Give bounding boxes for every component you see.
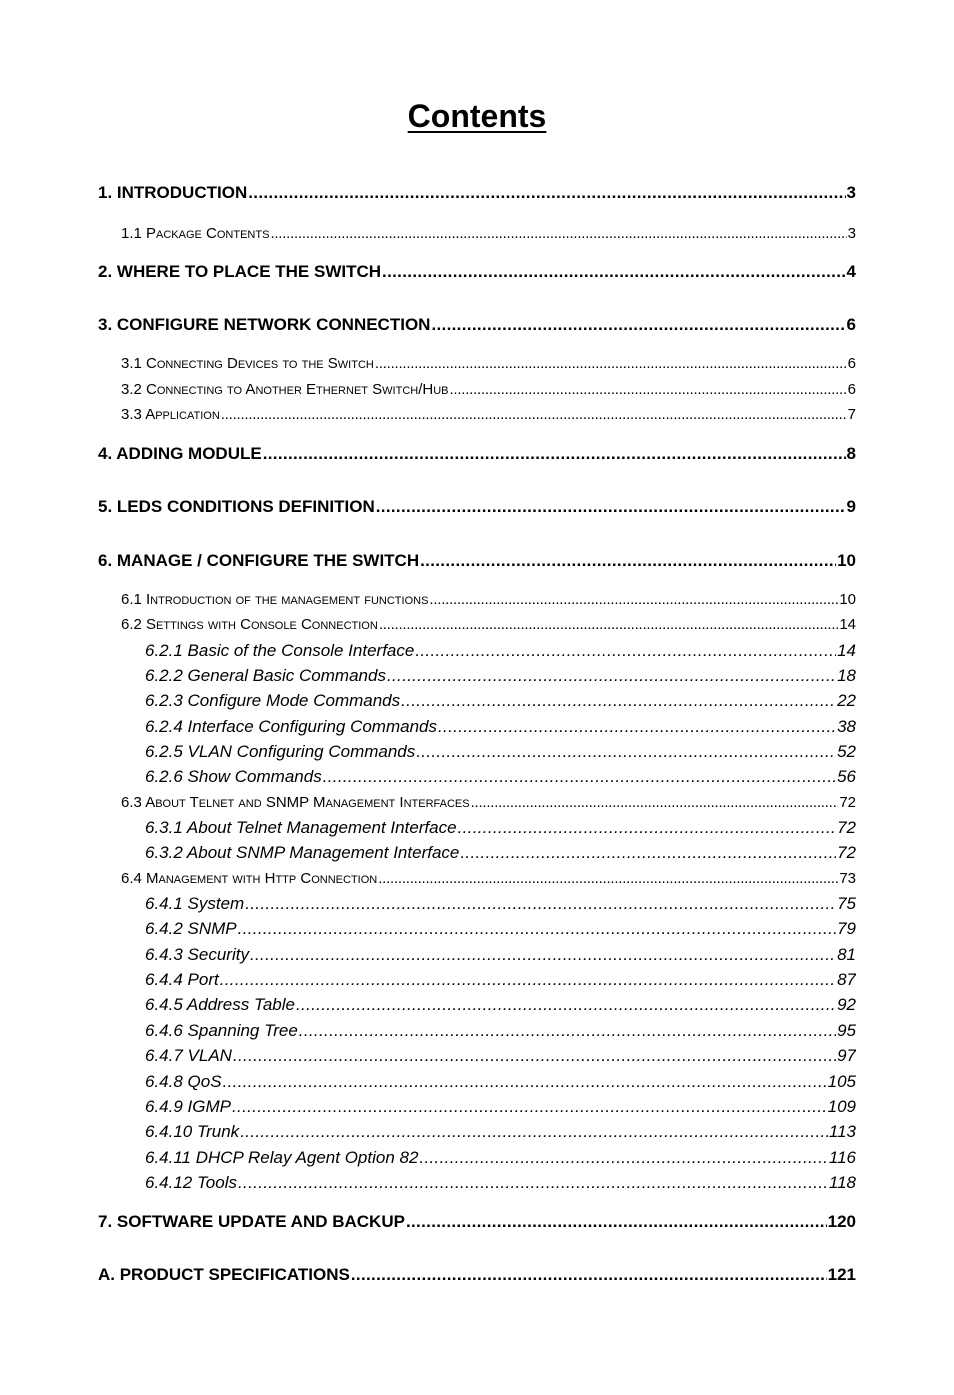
toc-entry-page-number: 75	[837, 894, 856, 913]
toc-entry-label: 6.2 Settings with Console Connection	[121, 616, 378, 633]
dot-leader	[245, 892, 836, 916]
toc-entry-label: 7. SOFTWARE UPDATE AND BACKUP	[98, 1212, 405, 1231]
toc-entry-page-number: 3	[847, 225, 856, 242]
toc-entry-label: 6.4.6 Spanning Tree	[145, 1021, 298, 1040]
toc-entry[interactable]	[145, 943, 856, 967]
toc-entry-page-number: 22	[837, 691, 856, 710]
dot-leader	[238, 917, 836, 941]
toc-entry[interactable]	[145, 1146, 856, 1170]
dot-leader	[401, 689, 836, 713]
dot-leader	[379, 613, 839, 637]
toc-entry[interactable]	[145, 765, 856, 789]
toc-entry-page-number: 118	[828, 1173, 856, 1192]
toc-entry-label: 6.2.5 VLAN Configuring Commands	[145, 742, 416, 761]
toc-entry[interactable]	[98, 1263, 856, 1287]
toc-entry-label: 6.4.9 IGMP	[145, 1097, 231, 1116]
dot-leader	[270, 222, 846, 246]
toc-entry-page-number: 56	[837, 767, 856, 786]
toc-entry-label: 6.4.10 Trunk	[145, 1122, 240, 1141]
toc-entry-page-number: 113	[828, 1122, 856, 1141]
toc-entry-label: 6.3.1 About Telnet Management Interface	[145, 818, 457, 837]
toc-entry-label: 2. WHERE TO PLACE THE SWITCH	[98, 262, 382, 281]
toc-entry[interactable]	[121, 352, 856, 376]
toc-entry[interactable]	[145, 1070, 856, 1094]
toc-entry-page-number: 6	[846, 315, 856, 334]
toc-entry[interactable]	[121, 867, 856, 891]
toc-entry[interactable]	[145, 1120, 856, 1144]
dot-leader	[323, 765, 836, 789]
toc-entry[interactable]	[145, 841, 856, 865]
toc-entry-page-number: 9	[846, 497, 856, 516]
toc-entry-page-number: 8	[846, 444, 856, 463]
toc-entry[interactable]	[145, 1044, 856, 1068]
toc-entry[interactable]	[145, 968, 856, 992]
toc-entry[interactable]	[98, 495, 856, 519]
toc-entry-label: 6.2.6 Show Commands	[145, 767, 322, 786]
dot-leader	[471, 791, 839, 815]
toc-entry[interactable]	[145, 1095, 856, 1119]
toc-entry-label: 6.3.2 About SNMP Management Interface	[145, 843, 460, 862]
toc-entry-page-number: 7	[847, 406, 856, 423]
toc-entry[interactable]	[98, 1210, 856, 1234]
toc-entry-page-number: 10	[839, 591, 856, 608]
toc-entry[interactable]	[145, 664, 856, 688]
toc-entry[interactable]	[98, 181, 856, 205]
dot-leader	[232, 1095, 827, 1119]
toc-entry-label: 6.2.2 General Basic Commands	[145, 666, 386, 685]
toc-entry-label: 6. MANAGE / CONFIGURE THE SWITCH	[98, 551, 420, 570]
toc-entry-page-number: 73	[839, 870, 856, 887]
toc-entry-label: 6.2.1 Basic of the Console Interface	[145, 641, 415, 660]
toc-entry-label: 6.4.8 QoS	[145, 1072, 222, 1091]
toc-entry-page-number: 14	[837, 641, 856, 660]
toc-entry-label: 1.1 Package Contents	[121, 225, 270, 242]
dot-leader	[376, 495, 846, 519]
dot-leader	[382, 260, 845, 284]
toc-entry-page-number: 120	[827, 1212, 856, 1231]
toc-entry-page-number: 87	[837, 970, 856, 989]
toc-entry-page-number: 14	[839, 616, 856, 633]
toc-entry-page-number: 109	[827, 1097, 856, 1116]
toc-entry-label: 3.2 Connecting to Another Ethernet Switch/Hub	[121, 381, 449, 398]
toc-entry-page-number: 81	[837, 945, 856, 964]
dot-leader	[415, 639, 836, 663]
toc-entry-label: 5. LEDS CONDITIONS DEFINITION	[98, 497, 375, 516]
toc-entry-label: 6.2.3 Configure Mode Commands	[145, 691, 401, 710]
dot-leader	[387, 664, 836, 688]
toc-entry[interactable]	[98, 260, 856, 284]
toc-entry-page-number: 121	[827, 1265, 856, 1284]
dot-leader	[248, 181, 845, 205]
dot-leader	[458, 816, 837, 840]
toc-entry-label: 4. ADDING MODULE	[98, 444, 262, 463]
toc-entry-page-number: 72	[839, 794, 856, 811]
dot-leader	[223, 1070, 827, 1094]
dot-leader	[250, 943, 836, 967]
page-title: Contents	[407, 98, 547, 134]
toc-entry[interactable]	[145, 740, 856, 764]
toc-entry-label: 6.4 Management with Http Connection	[121, 870, 378, 887]
dot-leader	[438, 715, 836, 739]
dot-leader	[351, 1263, 827, 1287]
toc-entry-page-number: 97	[837, 1046, 856, 1065]
toc-entry[interactable]	[145, 892, 856, 916]
toc-entry-label: 6.4.11 DHCP Relay Agent Option 82	[145, 1148, 419, 1167]
toc-entry[interactable]	[121, 613, 856, 637]
dot-leader	[233, 1044, 836, 1068]
toc-entry[interactable]	[145, 1171, 856, 1195]
dot-leader	[460, 841, 836, 865]
toc-entry-label: 3.3 Application	[121, 406, 220, 423]
toc-entry-page-number: 3	[846, 183, 856, 202]
dot-leader	[429, 588, 838, 612]
toc-entry-page-number: 105	[827, 1072, 856, 1091]
dot-leader	[420, 549, 836, 573]
toc-entry-label: 6.4.3 Security	[145, 945, 249, 964]
toc-entry-label: 6.4.1 System	[145, 894, 245, 913]
toc-entry-label: 6.4.7 VLAN	[145, 1046, 232, 1065]
toc-entry-page-number: 79	[837, 919, 856, 938]
dot-leader	[406, 1210, 827, 1234]
toc-entry-page-number: 92	[837, 995, 856, 1014]
toc-entry-label: 6.1 Introduction of the management functions	[121, 591, 429, 608]
toc-entry[interactable]	[145, 1019, 856, 1043]
dot-leader	[221, 403, 847, 427]
toc-entry-page-number: 72	[837, 843, 856, 862]
toc-entry[interactable]	[121, 378, 856, 402]
toc-entry[interactable]	[145, 639, 856, 663]
toc-entry-label: 1. INTRODUCTION	[98, 183, 248, 202]
toc-entry-label: A. PRODUCT SPECIFICATIONS	[98, 1265, 350, 1284]
toc-entry-page-number: 95	[837, 1021, 856, 1040]
toc-entry-label: 6.3 About Telnet and SNMP Management Interfaces	[121, 794, 470, 811]
toc-entry-page-number: 6	[847, 355, 856, 372]
toc-entry[interactable]	[98, 549, 856, 573]
toc-entry-label: 6.4.5 Address Table	[145, 995, 295, 1014]
toc-entry-page-number: 4	[846, 262, 856, 281]
toc-entry-page-number: 10	[837, 551, 856, 570]
dot-leader	[220, 968, 836, 992]
dot-leader	[416, 740, 836, 764]
toc-entry-label: 6.2.4 Interface Configuring Commands	[145, 717, 437, 736]
toc-entry[interactable]	[121, 222, 856, 246]
toc-entry-label: 3.1 Connecting Devices to the Switch	[121, 355, 374, 372]
dot-leader	[378, 867, 838, 891]
toc-entry-label: 6.4.12 Tools	[145, 1173, 237, 1192]
toc-entry[interactable]	[145, 715, 856, 739]
toc-entry-page-number: 18	[837, 666, 856, 685]
toc-entry-page-number: 72	[837, 818, 856, 837]
toc-entry-label: 6.4.4 Port	[145, 970, 219, 989]
dot-leader	[263, 442, 846, 466]
toc-entry-page-number: 52	[837, 742, 856, 761]
dot-leader	[419, 1146, 827, 1170]
toc-entry-page-number: 116	[828, 1148, 856, 1167]
toc-entry[interactable]	[98, 313, 856, 337]
dot-leader	[299, 1019, 836, 1043]
dot-leader	[450, 378, 847, 402]
dot-leader	[238, 1171, 828, 1195]
toc-entry[interactable]	[145, 689, 856, 713]
dot-leader	[431, 313, 845, 337]
dot-leader	[240, 1120, 828, 1144]
toc-entry[interactable]	[121, 791, 856, 815]
toc-entry[interactable]	[145, 917, 856, 941]
toc-entry[interactable]	[145, 993, 856, 1017]
toc-entry-page-number: 38	[837, 717, 856, 736]
toc-entry[interactable]	[98, 442, 856, 466]
dot-leader	[375, 352, 847, 376]
toc-entry-label: 6.4.2 SNMP	[145, 919, 237, 938]
dot-leader	[296, 993, 836, 1017]
toc-entry[interactable]	[121, 403, 856, 427]
toc-entry[interactable]	[145, 816, 856, 840]
toc-entry-page-number: 6	[847, 381, 856, 398]
toc-entry[interactable]	[121, 588, 856, 612]
toc-entry-label: 3. CONFIGURE NETWORK CONNECTION	[98, 315, 431, 334]
